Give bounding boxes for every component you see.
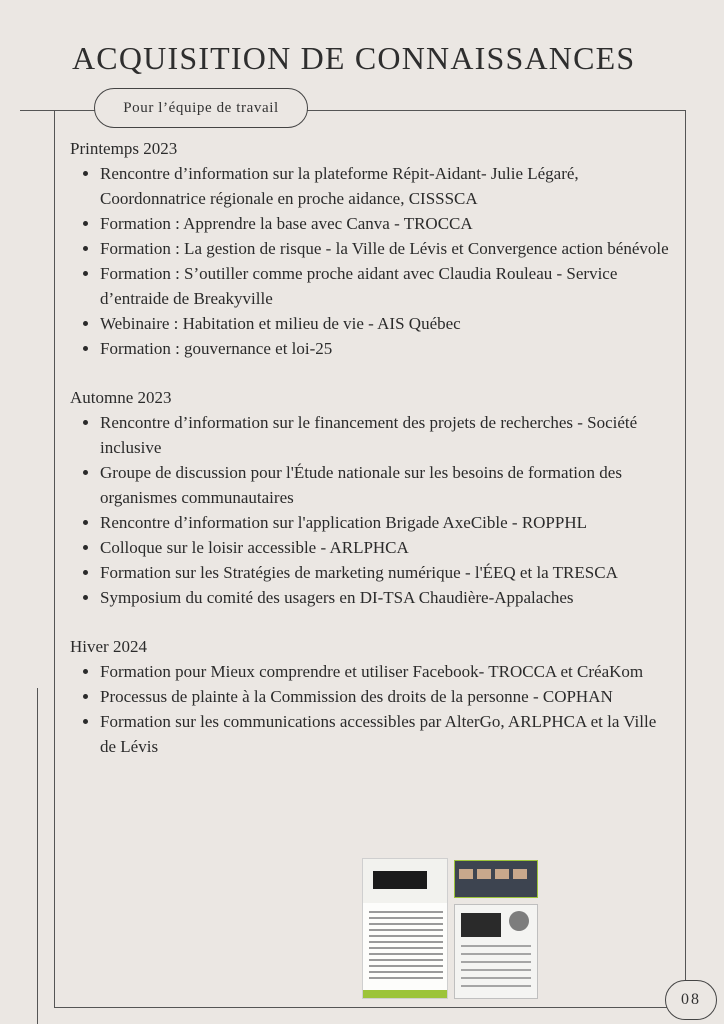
video-call-screenshot-image [454, 860, 538, 898]
page-number: 08 [665, 980, 717, 1020]
list-item: Webinaire : Habitation et milieu de vie - AIS Québec [100, 311, 674, 336]
list-item: Processus de plainte à la Commission des droits de la personne - COPHAN [100, 684, 674, 709]
list-item: Formation : gouvernance et loi-25 [100, 336, 674, 361]
list-item: Formation : Apprendre la base avec Canva - TROCCA [100, 211, 674, 236]
training-list [70, 136, 674, 783]
content-frame-left-edge [54, 110, 55, 1008]
section-heading: Automne 2023 [70, 388, 172, 407]
list-item: Formation pour Mieux comprendre et utiliser Facebook- TROCCA et CréaKom [100, 659, 674, 684]
list-item: Symposium du comité des usagers en DI-TSA Chaudière-Appalaches [100, 585, 674, 610]
section-automne-2023 [70, 385, 674, 610]
section-items [70, 659, 674, 759]
accessible-communications-poster-image [362, 858, 448, 999]
list-item: Rencontre d’information sur l'application Brigade AxeCible - ROPPHL [100, 510, 674, 535]
section-heading: Hiver 2024 [70, 637, 147, 656]
facebook-training-poster-image [454, 904, 538, 999]
decorative-vertical-line [37, 688, 38, 1024]
training-posters [362, 858, 538, 1000]
section-items [70, 161, 674, 361]
list-item: Groupe de discussion pour l'Étude nationale sur les besoins de formation des organismes communautaires [100, 460, 674, 510]
list-item: Formation : S’outiller comme proche aidant avec Claudia Rouleau - Service d’entraide de Breakyville [100, 261, 674, 311]
section-heading: Printemps 2023 [70, 139, 178, 158]
page-title: ACQUISITION DE CONNAISSANCES [72, 40, 636, 76]
list-item: Rencontre d’information sur le financement des projets de recherches - Société inclusive [100, 410, 674, 460]
list-item: Colloque sur le loisir accessible - ARLPHCA [100, 535, 674, 560]
list-item: Formation : La gestion de risque - la Ville de Lévis et Convergence action bénévole [100, 236, 674, 261]
top-rule [20, 110, 55, 111]
subtitle-pill: Pour l’équipe de travail [94, 88, 308, 128]
section-printemps-2023 [70, 136, 674, 361]
list-item: Rencontre d’information sur la plateforme Répit-Aidant- Julie Légaré, Coordonnatrice régionale en proche aidance, CISSSCA [100, 161, 674, 211]
section-items [70, 410, 674, 610]
list-item: Formation sur les communications accessibles par AlterGo, ARLPHCA et la Ville de Lévis [100, 709, 674, 759]
section-hiver-2024 [70, 634, 674, 759]
list-item: Formation sur les Stratégies de marketing numérique - l'ÉEQ et la TRESCA [100, 560, 674, 585]
